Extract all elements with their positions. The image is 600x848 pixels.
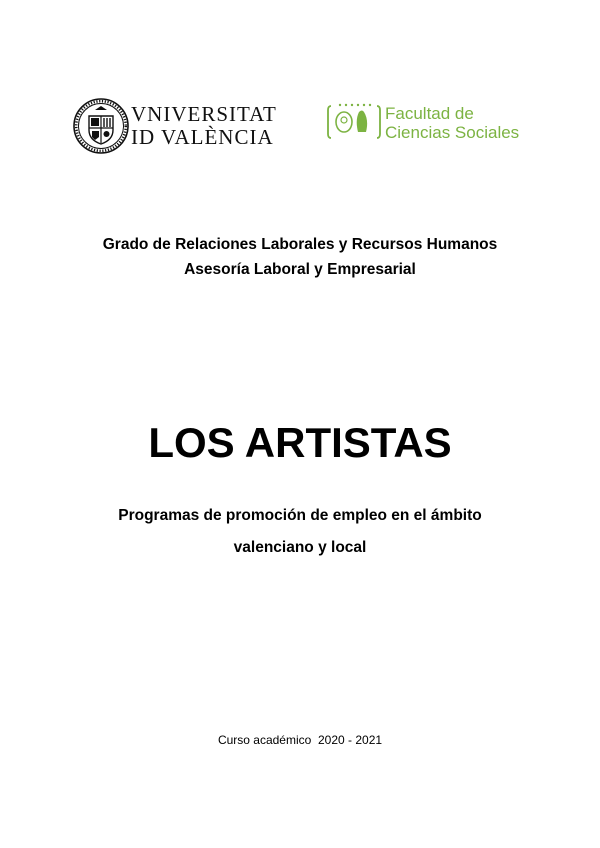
subtitle-line1: Programas de promoción de empleo en el ámbito xyxy=(118,507,482,524)
university-name-line1: VNIVERSITAT xyxy=(131,102,277,126)
university-logo xyxy=(73,98,277,156)
university-name xyxy=(131,103,277,149)
faculty-emblem-icon xyxy=(327,102,381,142)
document-title: LOS ARTISTAS xyxy=(148,419,452,466)
header-logos xyxy=(0,96,600,156)
subject-name: Asesoría Laboral y Empresarial xyxy=(184,261,416,278)
document-subtitle xyxy=(0,500,600,564)
academic-year: Curso académico 2020 - 2021 xyxy=(217,733,383,747)
faculty-name-line2: Ciencias Sociales xyxy=(385,123,520,142)
faculty-logo xyxy=(327,102,527,148)
university-seal-icon xyxy=(73,98,129,154)
faculty-name-line1: Facultad de xyxy=(385,104,474,123)
university-name-line2: ID VALÈNCIA xyxy=(131,125,274,149)
faculty-name xyxy=(385,104,519,142)
degree-name: Grado de Relaciones Laborales y Recursos Humanos xyxy=(102,236,498,253)
program-block xyxy=(0,232,600,282)
subtitle-line2: valenciano y local xyxy=(233,539,367,556)
